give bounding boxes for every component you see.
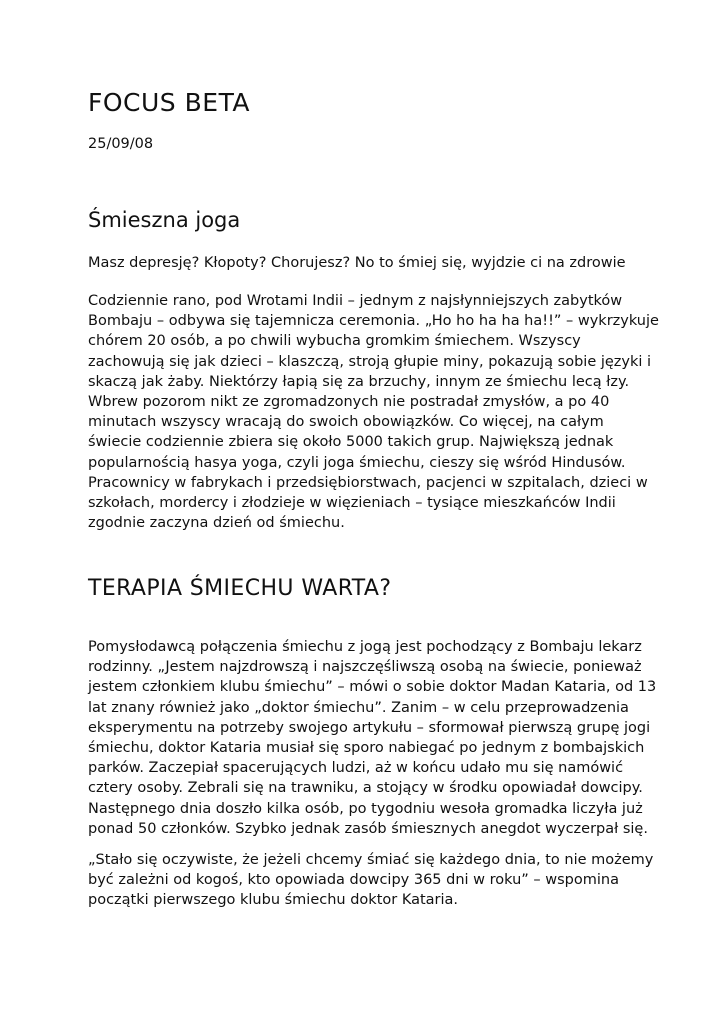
section-heading-smieszna-joga: Śmieszna joga — [88, 208, 241, 232]
body-paragraph-3 — [88, 850, 654, 911]
lead-paragraph: Masz depresję? Kłopoty? Chorujesz? No to śmiej się, wyjdzie ci na zdrowie — [88, 255, 626, 271]
text-line: Pomysłodawcą połączenia śmiechu z jogą jest pochodzący z Bombaju lekarz — [88, 639, 642, 655]
text-line: cztery osoby. Zebrali się na trawniku, a stojący w środku opowiadał dowcipy. — [88, 780, 643, 797]
text-line: szkołach, mordercy i złodzieje w więzieniach – tysiące mieszkańców Indii — [88, 495, 616, 512]
text-line: początki pierwszego klubu śmiechu doktor Kataria. — [88, 892, 459, 909]
text-line: popularnością hasya yoga, czyli joga śmiechu, cieszy się wśród Hindusów. — [88, 454, 626, 471]
text-line: Wbrew pozorom nikt ze zgromadzonych nie postradał zmysłów, a po 40 — [88, 394, 610, 411]
text-line: zgodnie zaczyna dzień od śmiechu. — [88, 515, 345, 532]
text-line: być zależni od kogoś, kto opowiada dowcipy 365 dni w roku” – wspomina — [88, 872, 619, 889]
body-paragraph-1 — [88, 291, 659, 533]
text-line: jestem członkiem klubu śmiechu” – mówi o sobie doktor Madan Kataria, od 13 — [88, 679, 657, 696]
section-heading-terapia-smiechu: TERAPIA ŚMIECHU WARTA? — [88, 576, 392, 601]
text-line: świecie codziennie zbiera się około 5000 takich grup. Największą jednak — [88, 434, 614, 451]
text-line: zachowują się jak dzieci – klaszczą, stroją głupie miny, pokazują sobie języki i — [88, 353, 652, 370]
text-line: Pracownicy w fabrykach i przedsiębiorstwach, pacjenci w szpitalach, dzieci w — [88, 474, 648, 491]
text-line: Następnego dnia doszło kilka osób, po tygodniu wesoła gromadka liczyła już — [88, 800, 643, 817]
text-line: Codziennie rano, pod Wrotami Indii – jednym z najsłynniejszych zabytków — [88, 293, 623, 309]
text-line: minutach wszyscy wracają do swoich obowiązków. Co więcej, na całym — [88, 414, 604, 431]
text-line: eksperymentu na potrzeby swojego artykułu – sformował pierwszą grupę jogi — [88, 719, 651, 736]
body-paragraph-2 — [88, 637, 657, 839]
text-line: chórem 20 osób, a po chwili wybucha gromkim śmiechem. Wszyscy — [88, 333, 581, 350]
text-line: Bombaju – odbywa się tajemnicza ceremonia. „Ho ho ha ha ha!!” – wykrzykuje — [88, 313, 659, 330]
text-line: śmiechu, doktor Kataria musiał się sporo nabiegać po jednym z bombajskich — [88, 740, 645, 757]
document-date: 25/09/08 — [88, 136, 154, 152]
text-line: lat znany również jako „doktor śmiechu”. Zanim – w celu przeprowadzenia — [88, 699, 629, 716]
text-line: „Stało się oczywiste, że jeżeli chcemy śmiać się każdego dnia, to nie możemy — [88, 852, 654, 868]
text-line: rodzinny. „Jestem najzdrowszą i najszczęśliwszą osobą na świecie, ponieważ — [88, 659, 642, 676]
document-title: FOCUS BETA — [88, 88, 251, 117]
text-line: ponad 50 członków. Szybko jednak zasób śmiesznych anegdot wyczerpał się. — [88, 820, 648, 837]
text-line: parków. Zaczepiał spacerujących ludzi, aż w końcu udało mu się namówić — [88, 760, 624, 777]
text-line: skaczą jak żaby. Niektórzy łapią się za brzuchy, innym ze śmiechu lecą łzy. — [88, 373, 630, 390]
